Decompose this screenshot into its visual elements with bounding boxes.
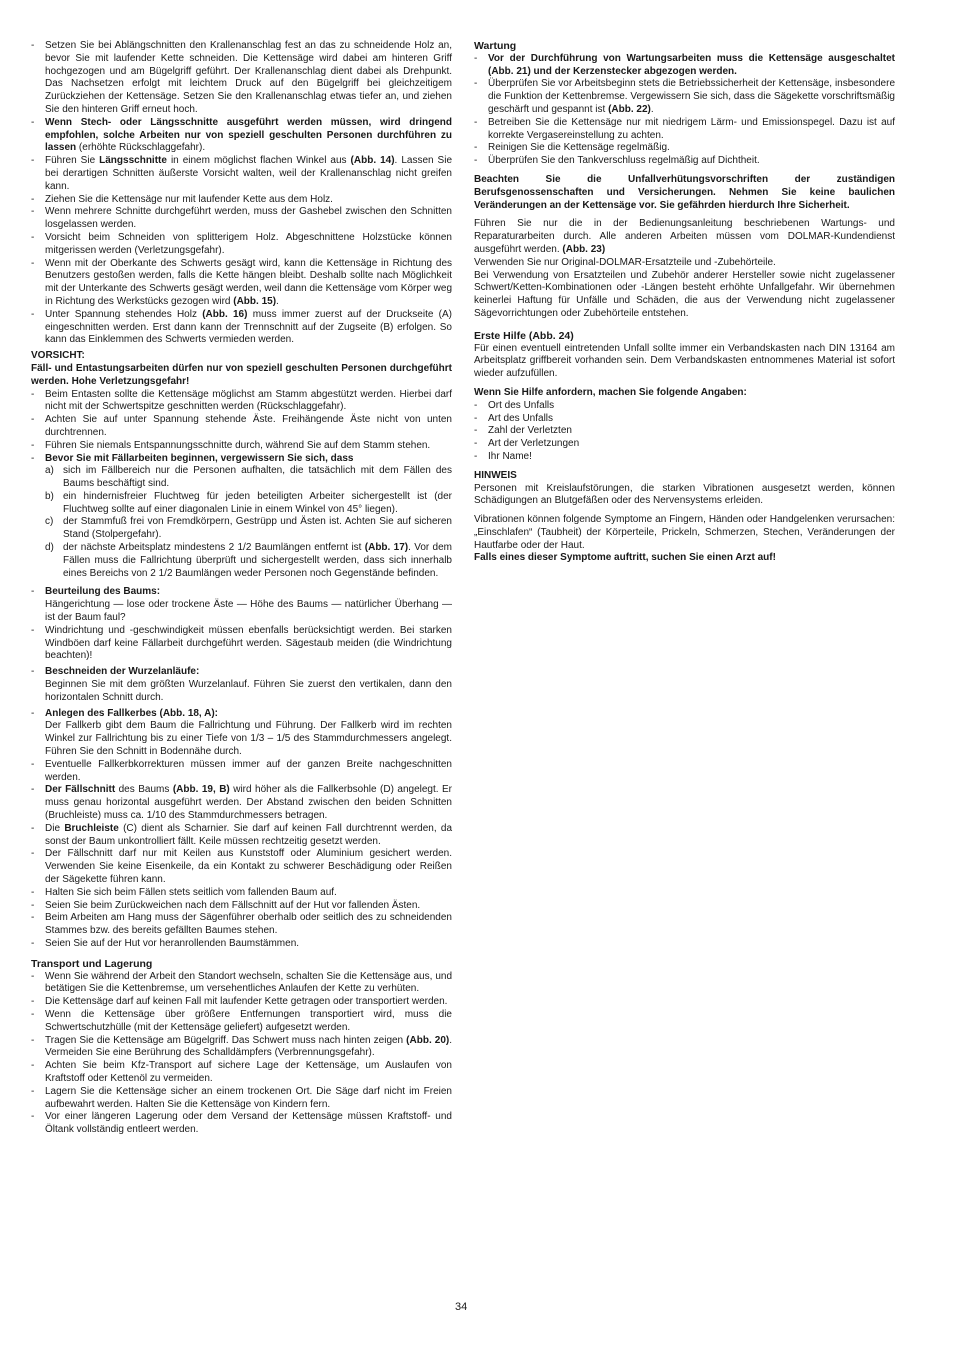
text: (erhöhte Rückschlaggefahr). [78, 142, 206, 154]
text: der Stammfuß frei von Fremdkörpern, Gestrüpp und Ästen ist. Achten Sie auf sicheren Stand (Stolpergefahr). [63, 516, 452, 541]
text: Windrichtung und -geschwindigkeit müssen ebenfalls berücksichtigt werden. Bei starken Windböen darf keine Fällarbeit durchgeführt werden. Sägestaub meiden (die Windrichtung beachten)! [45, 624, 452, 662]
warning-text: Vor der Durchführung von Wartungsarbeiten muss die Kettensäge ausgeschaltet (Abb. 21) und der Kerzenstecker abgezogen werden. [488, 52, 895, 77]
text: Beginnen Sie mit dem größten Wurzelanlauf. Führen Sie zuerst den vertikalen, dann den horizontalen Schnitt durch. [45, 679, 452, 703]
figure-ref: (Abb. 23) [562, 243, 606, 255]
text: Lagern Sie die Kettensäge sicher an einem trockenen Ort. Die Säge darf nicht im Freien aufbewahrt werden. Halten Sie die Kettensäge von Kindern fern. [45, 1085, 452, 1110]
vibration-text: Vibrationen können folgende Symptome an Fingern, Händen oder Handgelenken verursachen: „Einschlafen“ (Taubheit) der Körperteile, Prickeln, Schmerzen, Stechen, Veränderungen der Hautfarbe oder der Haut. [474, 514, 895, 551]
text: Führen Sie [45, 155, 96, 167]
section-heading-erste-hilfe: Erste Hilfe (Abb. 24) [474, 329, 574, 342]
list-item [31, 1035, 452, 1061]
text: Ziehen Sie die Kettensäge nur mit laufender Kette aus dem Holz. [45, 193, 333, 205]
vorsicht-text: Fäll- und Entastungsarbeiten dürfen nur von speziell geschulten Personen durchgeführt werden. Hohe Verletzungsgefahr! [31, 362, 452, 387]
list-item [31, 1111, 452, 1137]
figure-ref: (Abb. 22) [608, 103, 651, 115]
list-item [31, 887, 452, 900]
sub-letter: d) [45, 542, 54, 554]
list-item [31, 784, 452, 822]
figure-ref: (Abb. 17) [364, 542, 409, 554]
list-item [474, 53, 895, 79]
text: . Vor dem Fällen muss die Fallrichtung überprüft und sichergestellt werden, dass sich innerhalb eines Bereichs von 2 1/2 Baumlängen weder Personen noch Gegenstände befinden. [63, 542, 452, 579]
sub-letter: a) [45, 465, 54, 477]
list-item [31, 155, 452, 193]
text: des Baums [118, 784, 170, 796]
list-item [31, 194, 452, 207]
left-column [31, 40, 452, 1137]
text: Führen Sie niemals Entspannungsschnitte durch, während Sie auf dem Stamm stehen. [45, 439, 431, 451]
hilfe-heading: Wenn Sie Hilfe anfordern, machen Sie folgende Angaben: [474, 386, 747, 398]
bold-term: Bevor Sie mit Fällarbeiten beginnen, vergewissern Sie sich, dass [45, 452, 354, 464]
text: in einem möglichst flachen Winkel aus [170, 155, 347, 167]
sub-item [31, 465, 452, 491]
text: Vor einer längeren Lagerung oder dem Versand der Kettensäge müssen Kraftstoff- und Öltank vollständig entleert werden. [45, 1111, 452, 1136]
figure-ref: (Abb. 19, B) [172, 784, 230, 796]
hinweis-text: Personen mit Kreislaufstörungen, die starken Vibrationen ausgesetzt werden, können Schädigungen an Blutgefäßen oder des Nervensystems erleiden. [474, 482, 895, 507]
list-item [31, 453, 452, 466]
list-item [31, 823, 452, 849]
unfall-warning: Beachten Sie die Unfallverhütungsvorschriften der zuständigen Berufsgenossenschaften und Versicherungen. Nehmen Sie keine baulichen Veränderungen an der Kettensäge vor. Sie gefährden hierdurch Ihre Sicherheit. [474, 173, 895, 211]
list-item [31, 414, 452, 440]
text: Reinigen Sie die Kettensäge regelmäßig. [488, 142, 670, 154]
text: Seien Sie beim Zurückweichen nach dem Fällschnitt auf der Hut vor fallenden Ästen. [45, 899, 421, 911]
list-item [31, 971, 452, 997]
right-column [474, 40, 895, 565]
text: Hängerichtung — lose oder trockene Äste — Höhe des Baums — natürlicher Überhang — ist der Baum faul? [45, 599, 452, 624]
list-item [474, 117, 895, 143]
list-item [31, 912, 452, 938]
list-item [31, 40, 452, 117]
text: ein hindernisfreier Fluchtweg für jeden beteiligten Arbeiter sichergestellt ist (der Fluchtweg sollte auf einer diagonalen Linie in einem Winkel von 45° liegen). [63, 490, 452, 515]
text: Halten Sie sich beim Fällen stets seitlich vom fallenden Baum auf. [45, 886, 337, 898]
bold-term: Längsschnitte [99, 155, 167, 167]
list-item [31, 586, 452, 624]
text: Wenn Sie während der Arbeit den Standort wechseln, schalten Sie die Kettensäge aus, und betätigen Sie die Kettenbremse, um versehentliches Anlaufen der Kette zu verhüten. [45, 970, 452, 995]
text: Ihr Name! [488, 450, 532, 462]
bold-term: Beurteilung des Baums: [45, 586, 161, 598]
sub-letter: b) [45, 490, 54, 502]
text: Art des Unfalls [488, 412, 554, 424]
list-item [31, 1060, 452, 1086]
text: Seien Sie auf der Hut vor heranrollenden Baumstämmen. [45, 937, 300, 949]
text: Ort des Unfalls [488, 399, 555, 411]
text: der nächste Arbeitsplatz mindestens 2 1/2 Baumlängen entfernt ist [63, 542, 362, 554]
list-item [31, 1086, 452, 1112]
text: Wenn mehrere Schnitte durchgeführt werden, muss der Gashebel zwischen den Schnitten losgelassen werden. [45, 206, 452, 231]
arzt-warning: Falls eines dieser Symptome auftritt, suchen Sie einen Arzt auf! [474, 552, 776, 564]
text: . [276, 295, 279, 307]
warning-text: Wenn Stech- oder Längsschnitte ausgeführt werden müssen, wird dringend empfohlen, solche Arbeiten nur von speziell geschulten Personen durchführen zu lassen [45, 116, 452, 154]
section-heading-transport: Transport und Lagerung [31, 957, 153, 970]
page-number: 34 [455, 1301, 468, 1313]
list-item [31, 117, 452, 155]
list-item [31, 996, 452, 1009]
text: Der Fallkerb gibt dem Baum die Fallrichtung und Führung. Der Fallkerb wird im rechten Winkel zur Fallrichtung bis zu einer Tiefe von 1/3 – 1/5 des Stammdurchmessers angelegt. Führen Sie den Schnitt in Bodennähe durch. [45, 720, 452, 758]
text: Eventuelle Fallkerbkorrekturen müssen immer auf der ganzen Breite nachgeschnitten werden. [45, 758, 452, 783]
list-item [31, 708, 452, 759]
list-item [31, 848, 452, 886]
list-item [31, 1009, 452, 1035]
text: Der Fällschnitt darf nur mit Keilen aus Kunststoff oder Aluminium gesichert werden. Verwenden Sie keine Eisenkeile, da ein Kontakt zu schwerer Beschädigung oder Reißen der Sägekette führen kann. [45, 848, 452, 885]
bold-term: Anlegen des Fallkerbes (Abb. 18, A): [45, 707, 219, 719]
list-item [31, 759, 452, 785]
text: Die [45, 822, 61, 834]
figure-ref: (Abb. 15) [233, 295, 277, 307]
bold-term: Beschneiden der Wurzelanläufe: [45, 666, 200, 678]
list-item [474, 413, 895, 426]
text: Achten Sie beim Kfz-Transport auf sichere Lage der Kettensäge, um Auslaufen von Kraftstoff oder Kettenöl zu vermeiden. [45, 1060, 452, 1084]
list-item [31, 938, 452, 951]
list-item [31, 232, 452, 258]
text: Setzen Sie bei Ablängschnitten den Krallenanschlag fest an das zu schneidende Holz an, bevor Sie mit laufender Kette schneiden. Die Kettensäge wird dabei am hinteren Griff hochgezogen und am Bügelgriff geführt. Der Krallenanschlag dient dabei als Drehpunkt. Das Nachsetzen erfolgt mit leichtem Druck auf den Bügelgriff bei gleichzeitigem Zurückziehen der Kettensäge. Setzen Sie den Krallenanschlag etwas tiefer an, und ziehen Sie den hinteren Griff erneut hoch. [45, 40, 452, 115]
figure-ref: (Abb. 14) [350, 155, 395, 167]
text: Wenn mit der Oberkante des Schwerts gesägt wird, kann die Kettensäge in Richtung des Benutzers gestoßen werden, falls die Kette hängen bleibt. Deshalb sollte nach Möglichkeit mit der Unterkante des Schwerts gesägt werden, weil dann die Kettensäge vom Körper weg in Richtung des Werkstücks gezogen wird [45, 257, 452, 307]
reparatur-paragraph [474, 218, 895, 320]
list-item [474, 451, 895, 464]
list-item [31, 900, 452, 913]
text: sich im Fällbereich nur die Personen aufhalten, die tatsächlich mit dem Fällen des Baums beschäftigt sind. [63, 465, 452, 490]
list-item [31, 258, 452, 309]
list-item [31, 206, 452, 232]
text: Überprüfen Sie vor Arbeitsbeginn stets die Betriebssicherheit der Kettensäge, insbesondere die Funktion der Kettenbremse. Vergewissern Sie sich, dass die Sägekette vorschriftsmäßig geschärft und gespannt ist [488, 78, 895, 115]
vorsicht-heading: VORSICHT: [31, 350, 85, 362]
text: (C) dient als Scharnier. Sie darf auf keinen Fall durchtrennt werden, da sonst der Baum unkontrolliert fällt. Keile müssen rechtzeitig gesetzt werden. [45, 822, 453, 847]
figure-ref: (Abb. 20) [406, 1034, 450, 1046]
text: Bei Verwendung von Ersatzteilen und Zubehör anderer Hersteller sowie nicht zugelassener Schwert/Ketten-Kombinationen oder -Längen besteht erhöhte Unfallgefahr. Wir übernehmen keinerlei Haftung für Unfälle und Schäden, die aus der Verwendung nicht zugelassener Sägevorrichtungen oder Zubehörteile entstehen. [474, 269, 895, 319]
bold-term: Der Fällschnitt [45, 784, 116, 796]
list-item [31, 440, 452, 453]
text: Zahl der Verletzten [488, 425, 572, 437]
section-heading-wartung: Wartung [474, 40, 517, 52]
erste-hilfe-text: Für einen eventuell eintretenden Unfall sollte immer ein Verbandskasten nach DIN 13164 am Arbeitsplatz griffbereit vorhanden sein. Dem Verbandskasten entnommenes Material ist sofort wieder aufzufüllen. [474, 342, 895, 380]
list-item [474, 155, 895, 168]
text: Vorsicht beim Schneiden von splitterigem Holz. Abgeschnittene Holzstücke können mitgerissen werden (Verletzungsgefahr). [45, 231, 452, 256]
text: Verwenden Sie nur Original-DOLMAR-Ersatzteile und -Zubehörteile. [474, 256, 776, 268]
list-item [31, 666, 452, 704]
text: Unter Spannung stehendes Holz [45, 308, 197, 320]
sub-item [31, 516, 452, 542]
hinweis-heading: HINWEIS [474, 469, 517, 481]
list-item [474, 438, 895, 451]
list-item [474, 142, 895, 155]
text: Beim Entasten sollte die Kettensäge möglichst am Stamm abgestützt werden. Hierbei darf nicht mit der Schwertspitze geschnitten werden (Rückschlaggefahr). [45, 388, 452, 413]
text: Betreiben Sie die Kettensäge nur mit niedrigem Lärm- und Emissionspegel. Dazu ist auf korrekte Vergasereinstellung zu achten. [488, 116, 895, 141]
text: Wenn die Kettensäge über größere Entfernungen transportiert wird, muss die Schwertschutzhülle (mit der Kettensäge geliefert) aufgesetzt werden. [45, 1008, 452, 1033]
text: Beim Arbeiten am Hang muss der Sägenführer oberhalb oder seitlich des zu schneidenden Stammes bzw. des bereits gefällten Baumes stehen. [45, 912, 452, 937]
list-item [31, 625, 452, 663]
text: Art der Verletzungen [488, 438, 580, 450]
figure-ref: (Abb. 16) [202, 308, 248, 320]
text: Tragen Sie die Kettensäge am Bügelgriff. Das Schwert muss nach hinten zeigen [45, 1034, 404, 1046]
text: Achten Sie auf unter Spannung stehende Äste. Freihängende Äste nicht von unten durchtrennen. [45, 414, 452, 438]
text: Die Kettensäge darf auf keinen Fall mit laufender Kette getragen oder transportiert werden. [45, 996, 448, 1008]
text: Überprüfen Sie den Tankverschluss regelmäßig auf Dichtheit. [488, 155, 760, 167]
list-item [31, 389, 452, 415]
text: . Vermeiden Sie eine Berührung des Schalldämpfers (Verbrennungsgefahr). [45, 1034, 452, 1059]
list-item [31, 309, 452, 347]
text: muss immer zuerst auf der Druckseite (A) eingeschnitten werden. Erst dann kann der Trennschnitt auf der Zugseite (B) erfolgen. So kann das Einklemmen des Schwerts vermieden werden. [45, 308, 452, 346]
list-item [474, 400, 895, 413]
list-item [474, 425, 895, 438]
text: . [650, 103, 654, 115]
bold-term: Bruchleiste [64, 822, 119, 834]
list-item [474, 78, 895, 116]
text: Führen Sie nur die in der Bedienungsanleitung beschriebenen Wartungs- und Reparaturarbeiten durch. Alle anderen Arbeiten müssen vom DOLMAR-Kundendienst ausgeführt werden. [474, 218, 895, 255]
text: wird höher als die Fallkerbsohle (D) angelegt. Er muss genau horizontal ausgeführt werden. Der Abstand zwischen den beiden Schnitten (Bruchleiste) muss ca. 1/10 des Stammdurchmessers betragen. [45, 784, 453, 822]
sub-letter: c) [45, 516, 54, 528]
text: . Lassen Sie bei derartigen Schnitten äußerste Vorsicht walten, weil der Krallenanschlag nicht greifen kann. [45, 155, 453, 192]
sub-item [31, 491, 452, 517]
sub-item [31, 542, 452, 580]
